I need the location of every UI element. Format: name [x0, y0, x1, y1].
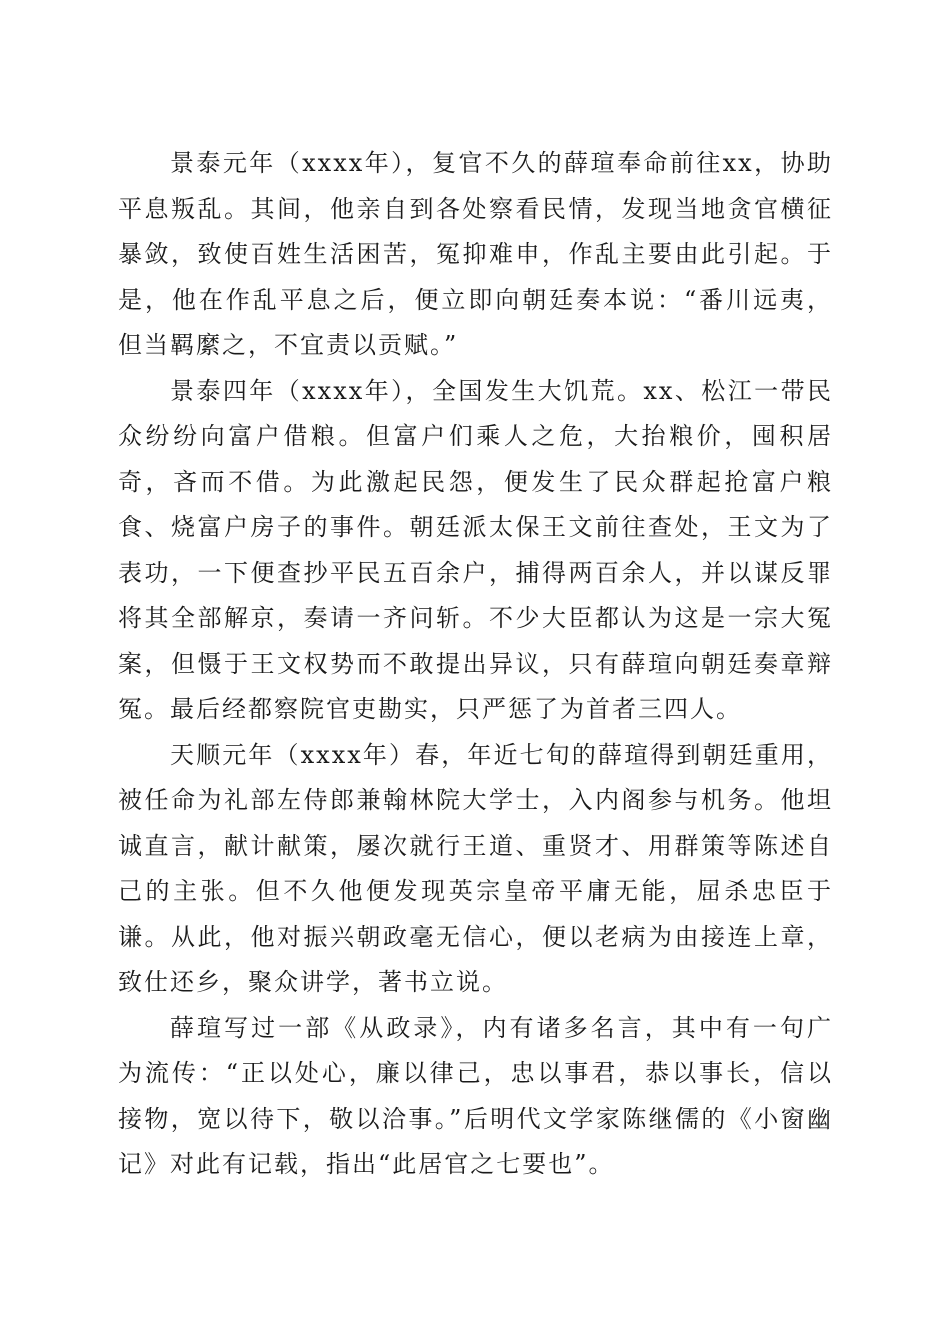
paragraph-1: 景泰元年（xxxx年），复官不久的薛瑄奉命前往xx，协助平息叛乱。其间，他亲自到各处察看民情，发现当地贪官横征暴敛，致使百姓生活困苦，冤抑难申，作乱主要由此引起。于是，他在作乱平息之后，便立即向朝廷奏本说：“番川远夷，但当羁縻之，不宜责以贡赋。” [118, 149, 833, 359]
paragraph-4: 薛瑄写过一部《从政录》，内有诸多名言，其中有一句广为流传：“正以处心，廉以律己，忠以事君，恭以事长，信以接物，宽以待下，敬以洽事。”后明代文学家陈继儒的《小窗幽记》对此有记载，指出“此居官之七要也”。 [118, 1013, 833, 1178]
document-body [118, 141, 833, 1188]
paragraph-2: 景泰四年（xxxx年），全国发生大饥荒。xx、松江一带民众纷纷向富户借粮。但富户们乘人之危，大抬粮价，囤积居奇，吝而不借。为此激起民怨，便发生了民众群起抢富户粮食、烧富户房子的事件。朝廷派太保王文前往查处，王文为了表功，一下便查抄平民五百余户，捕得两百余人，并以谋反罪将其全部解京，奏请一齐问斩。不少大臣都认为这是一宗大冤案，但慑于王文权势而不敢提出异议，只有薛瑄向朝廷奏章辩冤。最后经都察院官吏勘实，只严惩了为首者三四人。 [118, 376, 833, 723]
paragraph-3: 天顺元年（xxxx年）春，年近七旬的薛瑄得到朝廷重用，被任命为礼部左侍郎兼翰林院大学士，入内阁参与机务。他坦诚直言，献计献策，屡次就行王道、重贤才、用群策等陈述自己的主张。但不久他便发现英宗皇帝平庸无能，屈杀忠臣于谦。从此，他对振兴朝政毫无信心，便以老病为由接连上章，致仕还乡，聚众讲学，著书立说。 [118, 740, 833, 996]
